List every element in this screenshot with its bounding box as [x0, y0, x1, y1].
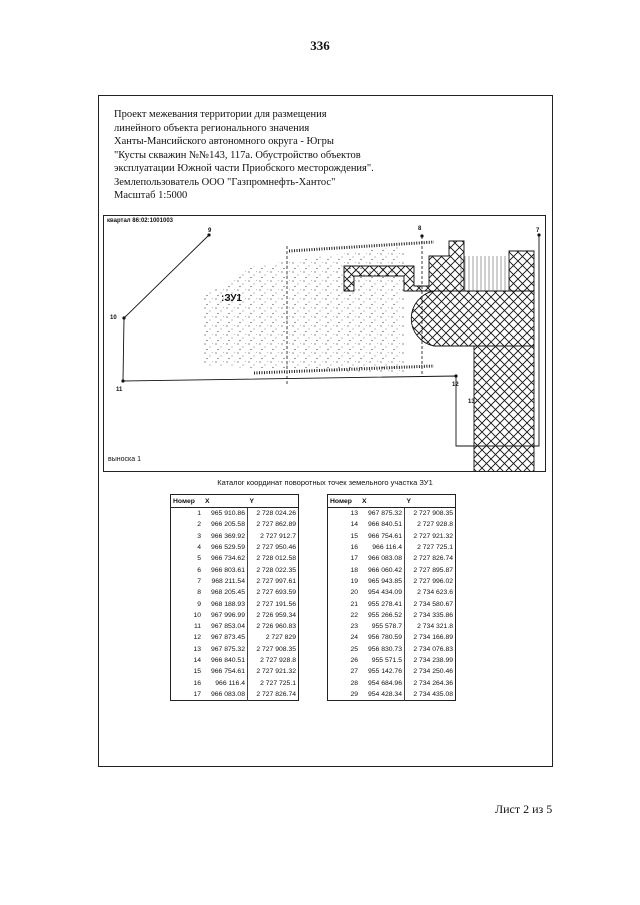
table-row: [171, 598, 299, 609]
x-coordinate-cell: 965 910.86: [203, 508, 248, 520]
table-row: [171, 587, 299, 598]
y-coordinate-cell: 2 734 250.46: [413, 668, 453, 676]
y-coordinate-cell: 2 734 238.99: [413, 657, 453, 664]
boundary-point: [454, 374, 457, 377]
title-line: эксплуатации Южной части Приобского месторождения".: [114, 163, 374, 174]
x-coordinate-cell: 955 266.52: [360, 610, 405, 621]
vertical-hatch: [459, 256, 509, 291]
x-coordinate-cell: 967 853.04: [203, 621, 248, 632]
plot-map: [103, 215, 546, 472]
table-row: [328, 610, 456, 621]
hatched-corridor: [474, 346, 534, 472]
point-number-cell: 27: [350, 668, 358, 676]
x-coordinate-cell: 966 083.08: [203, 689, 248, 701]
point-number-cell: 10: [193, 611, 201, 619]
table-row: [328, 644, 456, 655]
table-row: [328, 542, 456, 553]
point-number-cell: 18: [350, 566, 358, 574]
column-header-x: X: [203, 495, 248, 508]
point-number-cell: 15: [193, 668, 201, 676]
table-row: [171, 666, 299, 677]
title-line: Проект межевания территории для размещения: [114, 109, 327, 120]
table-row: [171, 689, 299, 701]
x-coordinate-cell: 966 840.51: [203, 655, 248, 666]
x-coordinate-cell: 966 840.51: [360, 519, 405, 530]
cadastral-quarter-label: квартал 86:02:1001003: [107, 218, 173, 224]
table-row: [328, 508, 456, 520]
x-coordinate-cell: 954 428.34: [360, 689, 405, 701]
terrain-area: [204, 246, 404, 374]
y-coordinate-cell: 2 734 335.86: [413, 611, 453, 619]
project-title: [114, 108, 534, 203]
column-header-y: Y: [405, 495, 456, 508]
y-coordinate-cell: 2 727 908.35: [413, 510, 453, 518]
point-number-cell: 25: [350, 645, 358, 653]
x-coordinate-cell: 966 754.61: [203, 666, 248, 677]
y-coordinate-cell: 2 728 022.35: [256, 566, 296, 574]
coordinates-table-left: [170, 494, 299, 701]
point-number-cell: 17: [193, 690, 201, 698]
table-row: [328, 587, 456, 598]
y-coordinate-cell: 2 727 895.87: [413, 566, 453, 574]
y-coordinate-cell: 2 726 960.83: [256, 623, 296, 631]
x-coordinate-cell: 967 996.99: [203, 610, 248, 621]
y-coordinate-cell: 2 727 996.02: [413, 577, 453, 585]
x-coordinate-cell: 966 754.61: [360, 531, 405, 542]
point-number-cell: 19: [350, 577, 358, 585]
point-number-cell: 24: [350, 634, 358, 642]
y-coordinate-cell: 2 734 321.8: [417, 623, 453, 631]
table-row: [328, 689, 456, 701]
y-coordinate-cell: 2 727 725.1: [417, 544, 453, 552]
sheet-number: Лист 2 из 5: [495, 802, 553, 816]
boundary-point: [420, 234, 423, 237]
point-number-cell: 1: [197, 510, 201, 518]
scale-line: Масштаб 1:5000: [114, 190, 188, 201]
x-coordinate-cell: 966 734.62: [203, 553, 248, 564]
y-coordinate-cell: 2 728 012.58: [256, 555, 296, 563]
table-row: [171, 621, 299, 632]
table-row: [328, 677, 456, 688]
point-number-cell: 12: [193, 634, 201, 642]
x-coordinate-cell: 955 142.76: [360, 666, 405, 677]
x-coordinate-cell: 966 529.59: [203, 542, 248, 553]
x-coordinate-cell: 965 943.85: [360, 576, 405, 587]
y-coordinate-cell: 2 727 908.35: [256, 645, 296, 653]
column-header-x: X: [360, 495, 405, 508]
hatched-structure: [509, 251, 534, 291]
point-label: 10: [110, 315, 117, 321]
point-number-cell: 3: [197, 532, 201, 540]
point-number-cell: 2: [197, 521, 201, 529]
y-coordinate-cell: 2 727 826.74: [256, 690, 296, 698]
boundary-point: [121, 379, 124, 382]
y-coordinate-cell: 2 734 623.6: [417, 589, 453, 597]
x-coordinate-cell: 954 434.09: [360, 587, 405, 598]
x-coordinate-cell: 968 205.45: [203, 587, 248, 598]
callout-label: выноска 1: [108, 456, 141, 463]
point-number-cell: 9: [197, 600, 201, 608]
y-coordinate-cell: 2 727 191.56: [256, 600, 296, 608]
table-row: [171, 644, 299, 655]
table-row: [328, 598, 456, 609]
y-coordinate-cell: 2 727 829: [265, 634, 296, 642]
hatched-edge: [289, 242, 434, 251]
x-coordinate-cell: 955 278.41: [360, 598, 405, 609]
table-row: [328, 632, 456, 643]
y-coordinate-cell: 2 734 580.67: [413, 600, 453, 608]
point-number-cell: 4: [197, 544, 201, 552]
point-label: 7: [536, 228, 540, 234]
table-body: [171, 508, 299, 701]
y-coordinate-cell: 2 727 826.74: [413, 555, 453, 563]
column-header-number: Номер: [171, 495, 204, 508]
point-number-cell: 16: [193, 679, 201, 687]
title-line: Ханты-Мансийского автономного округа - Югры: [114, 136, 334, 147]
table-row: [171, 531, 299, 542]
land-user-line: Землепользователь ООО "Газпромнефть-Хантос": [114, 176, 336, 188]
title-line: линейного объекта регионального значения: [114, 122, 310, 134]
x-coordinate-cell: 955 578.7: [360, 621, 405, 632]
column-header-y: Y: [248, 495, 299, 508]
x-coordinate-cell: 956 780.59: [360, 632, 405, 643]
point-number-cell: 23: [350, 623, 358, 631]
page-number: 336: [310, 38, 330, 53]
x-coordinate-cell: 967 873.45: [203, 632, 248, 643]
x-coordinate-cell: 967 875.32: [203, 644, 248, 655]
point-number-cell: 29: [350, 690, 358, 698]
point-number-cell: 14: [193, 657, 201, 664]
y-coordinate-cell: 2 726 959.34: [256, 611, 296, 619]
column-header-number: Номер: [328, 495, 361, 508]
point-number-cell: 14: [350, 521, 358, 529]
plot-label: :ЗУ1: [221, 293, 242, 304]
y-coordinate-cell: 2 734 166.89: [413, 634, 453, 642]
table-row: [328, 564, 456, 575]
table-row: [328, 531, 456, 542]
x-coordinate-cell: 966 369.92: [203, 531, 248, 542]
point-number-cell: 28: [350, 679, 358, 687]
table-row: [171, 677, 299, 688]
x-coordinate-cell: 968 211.54: [203, 576, 248, 587]
table-row: [328, 576, 456, 587]
hatched-structure: [411, 291, 534, 346]
point-label: 9: [208, 228, 212, 234]
x-coordinate-cell: 966 803.61: [203, 564, 248, 575]
point-label: 11: [116, 387, 123, 393]
point-number-cell: 13: [193, 645, 201, 653]
table-row: [171, 632, 299, 643]
point-number-cell: 11: [193, 623, 201, 631]
y-coordinate-cell: 2 727 912.7: [260, 532, 296, 540]
y-coordinate-cell: 2 727 725.1: [260, 679, 296, 687]
catalog-title: Каталог координат поворотных точек земельного участка ЗУ1: [217, 478, 433, 487]
point-number-cell: 13: [350, 510, 358, 518]
y-coordinate-cell: 2 734 435.08: [413, 690, 453, 698]
table-row: [171, 542, 299, 553]
y-coordinate-cell: 2 734 264.36: [413, 679, 453, 687]
y-coordinate-cell: 2 727 693.59: [256, 589, 296, 597]
table-header-row: [328, 495, 456, 508]
x-coordinate-cell: 956 830.73: [360, 644, 405, 655]
table-row: [171, 519, 299, 530]
table-header-row: [171, 495, 299, 508]
point-number-cell: 8: [197, 589, 201, 597]
y-coordinate-cell: 2 728 024.26: [256, 510, 296, 518]
table-row: [328, 553, 456, 564]
boundary-point: [122, 316, 125, 319]
point-number-cell: 26: [350, 657, 358, 664]
point-number-cell: 15: [350, 532, 358, 540]
table-row: [171, 564, 299, 575]
x-coordinate-cell: 966 083.08: [360, 553, 405, 564]
table-row: [171, 610, 299, 621]
table-row: [171, 576, 299, 587]
y-coordinate-cell: 2 727 997.61: [256, 577, 296, 585]
point-number-cell: 16: [350, 544, 358, 552]
table-body: [328, 508, 456, 701]
point-label: 8: [418, 226, 422, 232]
x-coordinate-cell: 966 116.4: [360, 542, 405, 553]
y-coordinate-cell: 2 727 921.32: [413, 532, 453, 540]
point-number-cell: 22: [350, 611, 358, 619]
x-coordinate-cell: 968 188.93: [203, 598, 248, 609]
table-row: [328, 621, 456, 632]
x-coordinate-cell: 966 205.58: [203, 519, 248, 530]
point-label: 12: [452, 382, 459, 388]
table-row: [328, 519, 456, 530]
table-row: [328, 666, 456, 677]
point-number-cell: 7: [197, 577, 201, 585]
point-number-cell: 17: [350, 555, 358, 563]
y-coordinate-cell: 2 727 928.8: [417, 521, 453, 529]
x-coordinate-cell: 955 571.5: [360, 655, 405, 666]
table-row: [171, 508, 299, 520]
x-coordinate-cell: 966 116.4: [203, 677, 248, 688]
table-row: [171, 553, 299, 564]
point-number-cell: 6: [197, 566, 201, 574]
y-coordinate-cell: 2 727 928.8: [260, 657, 296, 664]
title-line: "Кусты скважин №№143, 117а. Обустройство объектов: [114, 149, 361, 161]
point-label: 13: [468, 399, 475, 405]
point-number-cell: 20: [350, 589, 358, 597]
map-drawing: [104, 216, 546, 472]
y-coordinate-cell: 2 734 076.83: [413, 645, 453, 653]
x-coordinate-cell: 966 060.42: [360, 564, 405, 575]
y-coordinate-cell: 2 727 921.32: [256, 668, 296, 676]
x-coordinate-cell: 954 684.96: [360, 677, 405, 688]
y-coordinate-cell: 2 727 950.46: [256, 544, 296, 552]
table-row: [171, 655, 299, 666]
x-coordinate-cell: 967 875.32: [360, 508, 405, 520]
table-row: [328, 655, 456, 666]
point-number-cell: 21: [350, 600, 358, 608]
y-coordinate-cell: 2 727 862.89: [256, 521, 296, 529]
point-number-cell: 5: [197, 555, 201, 563]
coordinates-table-right: [327, 494, 456, 701]
